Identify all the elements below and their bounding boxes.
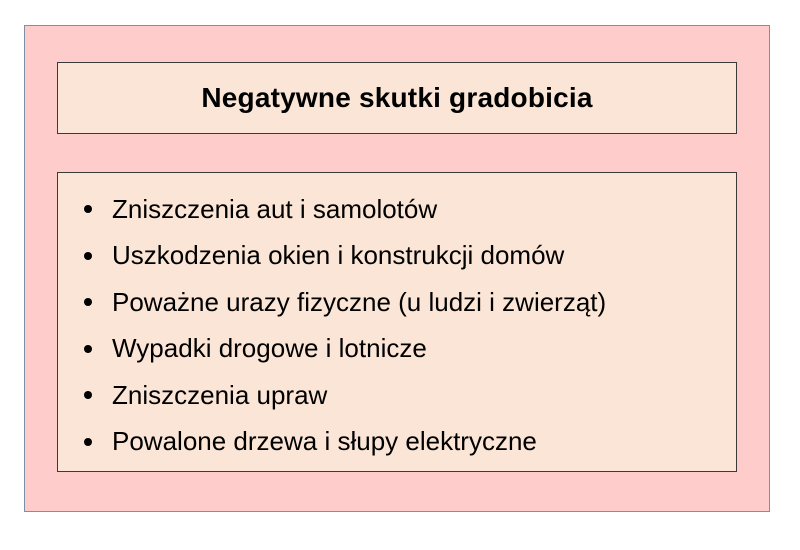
bullet-icon xyxy=(84,391,92,399)
effects-list xyxy=(58,186,736,465)
list-item xyxy=(58,326,736,373)
list-item-label: Poważne urazy fizyczne (u ludzi i zwierząt) xyxy=(112,286,607,317)
bullet-icon xyxy=(84,345,92,353)
title-box xyxy=(57,62,737,134)
list-item xyxy=(58,419,736,466)
bullet-icon xyxy=(84,205,92,213)
list-item-label: Zniszczenia aut i samolotów xyxy=(112,193,438,224)
bullet-icon xyxy=(84,252,92,260)
list-item-label: Wypadki drogowe i lotnicze xyxy=(112,333,427,364)
list-item-label: Powalone drzewa i słupy elektryczne xyxy=(112,426,537,457)
list-item xyxy=(58,233,736,280)
list-item-label: Zniszczenia upraw xyxy=(112,379,328,410)
list-item xyxy=(58,186,736,233)
bullet-icon xyxy=(84,438,92,446)
bullet-icon xyxy=(84,298,92,306)
effects-box xyxy=(57,172,737,472)
list-item xyxy=(58,372,736,419)
list-item xyxy=(58,279,736,326)
diagram-title: Negatywne skutki gradobicia xyxy=(201,82,593,113)
list-item-label: Uszkodzenia okien i konstrukcji domów xyxy=(112,240,565,271)
